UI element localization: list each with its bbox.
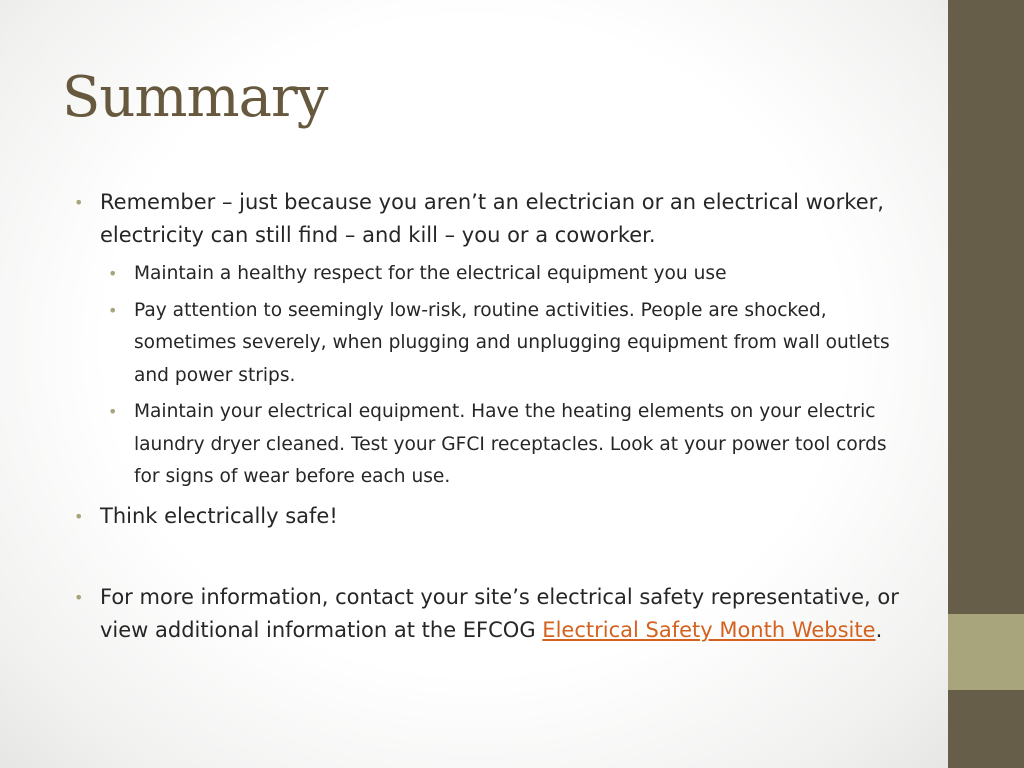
bullet-marker: •: [108, 264, 118, 283]
slide-title: Summary: [62, 65, 328, 130]
sub-bullet-attention: [74, 295, 914, 393]
bullet-think-safe-text: Think electrically safe!: [100, 503, 338, 528]
decorative-sidebar-accent: [948, 614, 1024, 690]
sub-bullet-maintain-text: Maintain your electrical equipment. Have the heating elements on your electric laundry dryer cleaned. Test your GFCI receptacles. Look at your power tool cords for signs of wear before each use.: [134, 401, 887, 487]
sub-bullet-respect: [74, 258, 914, 291]
sub-bullet-respect-text: Maintain a healthy respect for the electrical equipment you use: [134, 263, 727, 284]
bullet-remember: [74, 186, 914, 252]
bullet-more-info: [74, 581, 914, 647]
bullet-remember-text: Remember – just because you aren’t an electrician or an electrical worker, electricity can still find – and kill – you or a coworker.: [100, 190, 884, 247]
bullet-marker: •: [74, 193, 84, 212]
bullet-marker: •: [74, 506, 84, 526]
bullet-more-info-suffix: .: [875, 617, 883, 642]
slide-body: [74, 186, 914, 647]
bullet-think-safe: [74, 500, 914, 533]
bullet-marker: •: [74, 587, 84, 607]
bullet-more-info-text: For more information, contact your site’s electrical safety representative, or view additional information at the EFCOG: [100, 584, 899, 642]
bullet-marker: •: [108, 300, 118, 320]
sub-bullet-maintain: [74, 396, 914, 494]
sub-bullet-attention-text: Pay attention to seemingly low-risk, routine activities. People are shocked, sometimes severely, when plugging and unplugging equipment from wall outlets and power strips.: [134, 299, 890, 386]
efcog-website-link[interactable]: Electrical Safety Month Website: [542, 617, 876, 642]
bullet-marker: •: [108, 402, 118, 421]
